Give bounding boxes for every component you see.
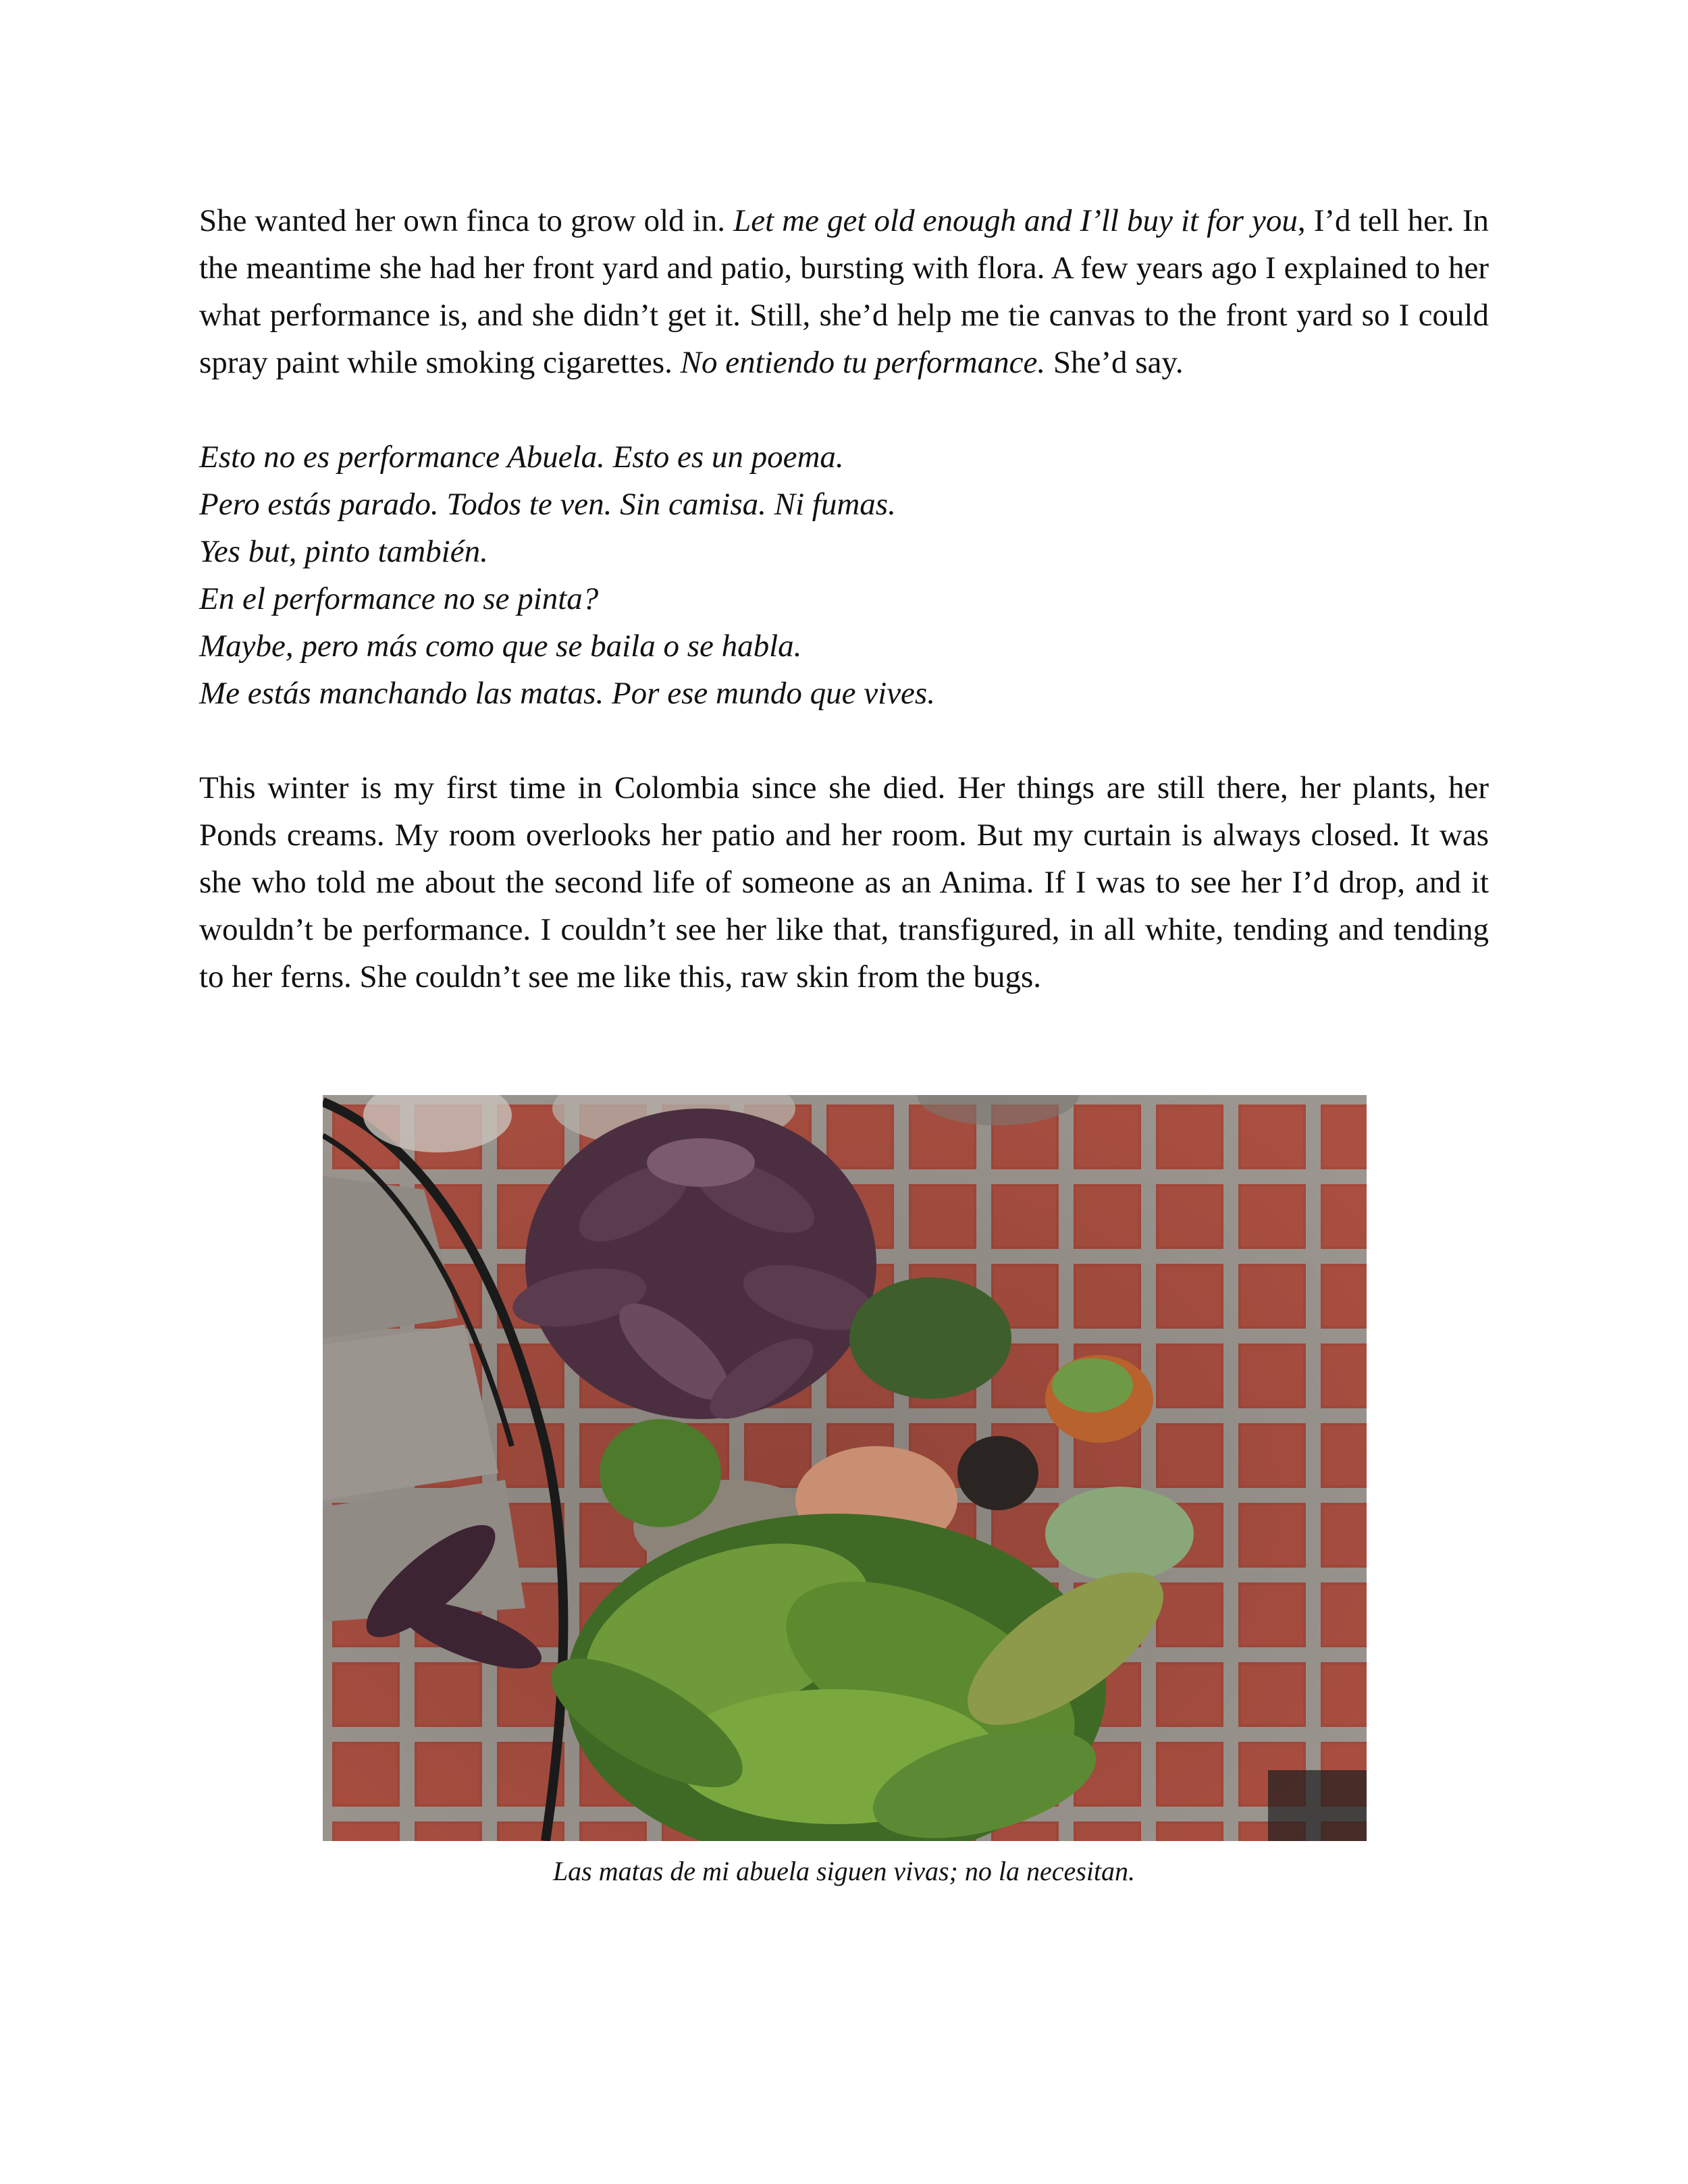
dialogue-line: Esto no es performance Abuela. Esto es un poema.	[199, 440, 844, 475]
dialogue-line: Pero estás parado. Todos te ven. Sin camisa. Ni fumas.	[199, 487, 896, 522]
dialogue-line: Yes but, pinto también.	[199, 534, 488, 569]
paragraph-winter: This winter is my first time in Colombia since she died. Her things are still there, her plants, her Ponds creams. My room overlooks her patio and her room. But my curtain is always closed. It was she who told me about the second life of someone as an Anima. If I was to see her I’d drop, and it wouldn’t be performance. I couldn’t see her like that, transfigured, in all white, tending and tending to her ferns. She couldn’t see me like this, raw skin from the bugs.	[199, 770, 1489, 994]
dialogue-line: Maybe, pero más como que se baila o se habla.	[199, 629, 802, 664]
dialogue-line: En el performance no se pinta?	[199, 581, 599, 616]
photo-caption: Las matas de mi abuela siguen vivas; no la necesitan.	[552, 1856, 1136, 1886]
paragraph-intro-italic-b: No entiendo tu performance.	[680, 345, 1046, 380]
dialogue-block	[199, 433, 935, 717]
paragraph-intro-text-a: She wanted her own finca to grow old in.	[199, 203, 734, 238]
paragraph-intro-italic-a: Let me get old enough and I’ll buy it for you	[733, 203, 1298, 238]
patio-plants-photo	[323, 1095, 1367, 1841]
photo-illustration	[323, 1095, 1367, 1841]
paragraph-intro-text-c: She’d say.	[1045, 345, 1184, 380]
paragraph-intro-text-b: , I’d tell her. In the meantime she had her front yard and patio, bursting with flora. A few years ago I explained to her what performance is, and she didn’t get it. Still, she’d help me tie canvas to the front yard so I could spray paint while smoking cigarettes.	[199, 203, 1489, 380]
dialogue-line: Me estás manchando las matas. Por ese mundo que vives.	[199, 676, 935, 711]
paragraph-intro	[199, 197, 1489, 386]
